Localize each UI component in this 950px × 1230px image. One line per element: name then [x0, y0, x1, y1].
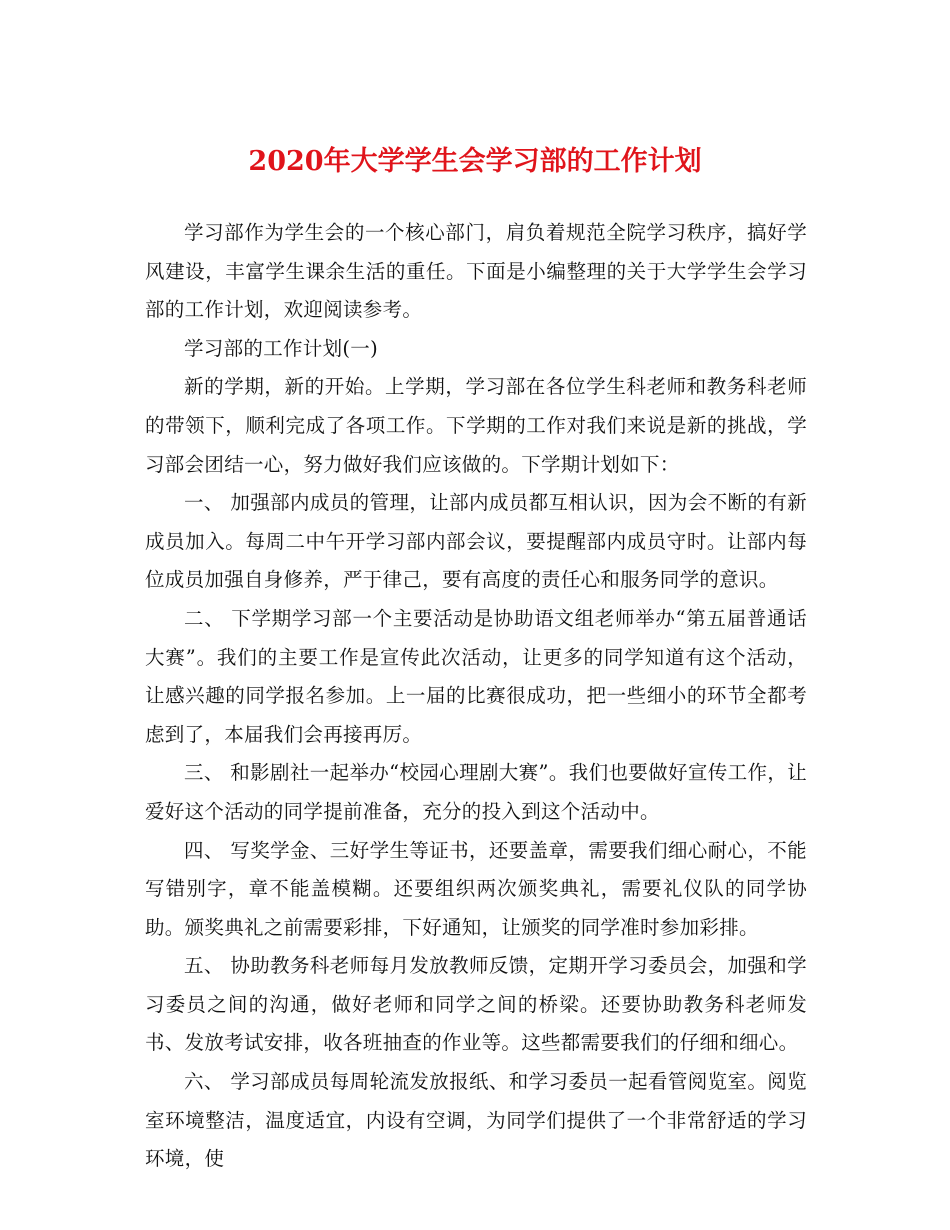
document-title: 2020年大学学生会学习部的工作计划	[248, 146, 702, 177]
document-body	[145, 214, 807, 1179]
paragraph-section-heading: 学习部的工作计划(一)	[184, 336, 379, 360]
paragraph-item-3: 三、 和影剧社一起举办“校园心理剧大赛”。我们也要做好宣传工作，让爱好这个活动的同学提前准备，充分的投入到这个活动中。	[145, 761, 807, 823]
paragraph-item-4: 四、 写奖学金、三好学生等证书，还要盖章，需要我们细心耐心，不能写错别字，章不能盖模糊。还要组织两次颁奖典礼，需要礼仪队的同学协助。颁奖典礼之前需要彩排，下好通知，让颁奖的同学准时参加彩排。	[145, 838, 807, 939]
paragraph-item-2: 二、 下学期学习部一个主要活动是协助语文组老师举办“第五届普通话大赛”。我们的主要工作是宣传此次活动，让更多的同学知道有这个活动，让感兴趣的同学报名参加。上一届的比赛很成功，把一些细小的环节全都考虑到了，本届我们会再接再厉。	[145, 606, 807, 746]
paragraph-item-5: 五、 协助教务科老师每月发放教师反馈，定期开学习委员会，加强和学习委员之间的沟通，做好老师和同学之间的桥梁。还要协助教务科老师发书、发放考试安排，收各班抽查的作业等。这些都需要我们的仔细和细心。	[145, 954, 807, 1055]
paragraph-intro: 学习部作为学生会的一个核心部门，肩负着规范全院学习秩序，搞好学风建设，丰富学生课余生活的重任。下面是小编整理的关于大学学生会学习部的工作计划，欢迎阅读参考。	[145, 221, 807, 322]
paragraph-opening: 新的学期，新的开始。上学期，学习部在各位学生科老师和教务科老师的带领下，顺利完成了各项工作。下学期的工作对我们来说是新的挑战，学习部会团结一心，努力做好我们应该做的。下学期计划如下：	[145, 375, 807, 476]
paragraph-item-1: 一、 加强部内成员的管理，让部内成员都互相认识，因为会不断的有新成员加入。每周二中午开学习部内部会议，要提醒部内成员守时。让部内每位成员加强自身修养，严于律己，要有高度的责任心和服务同学的意识。	[145, 491, 807, 592]
paragraph-item-6: 六、 学习部成员每周轮流发放报纸、和学习委员一起看管阅览室。阅览室环境整洁，温度适宜，内设有空调，为同学们提供了一个非常舒适的学习环境，使	[145, 1070, 807, 1171]
